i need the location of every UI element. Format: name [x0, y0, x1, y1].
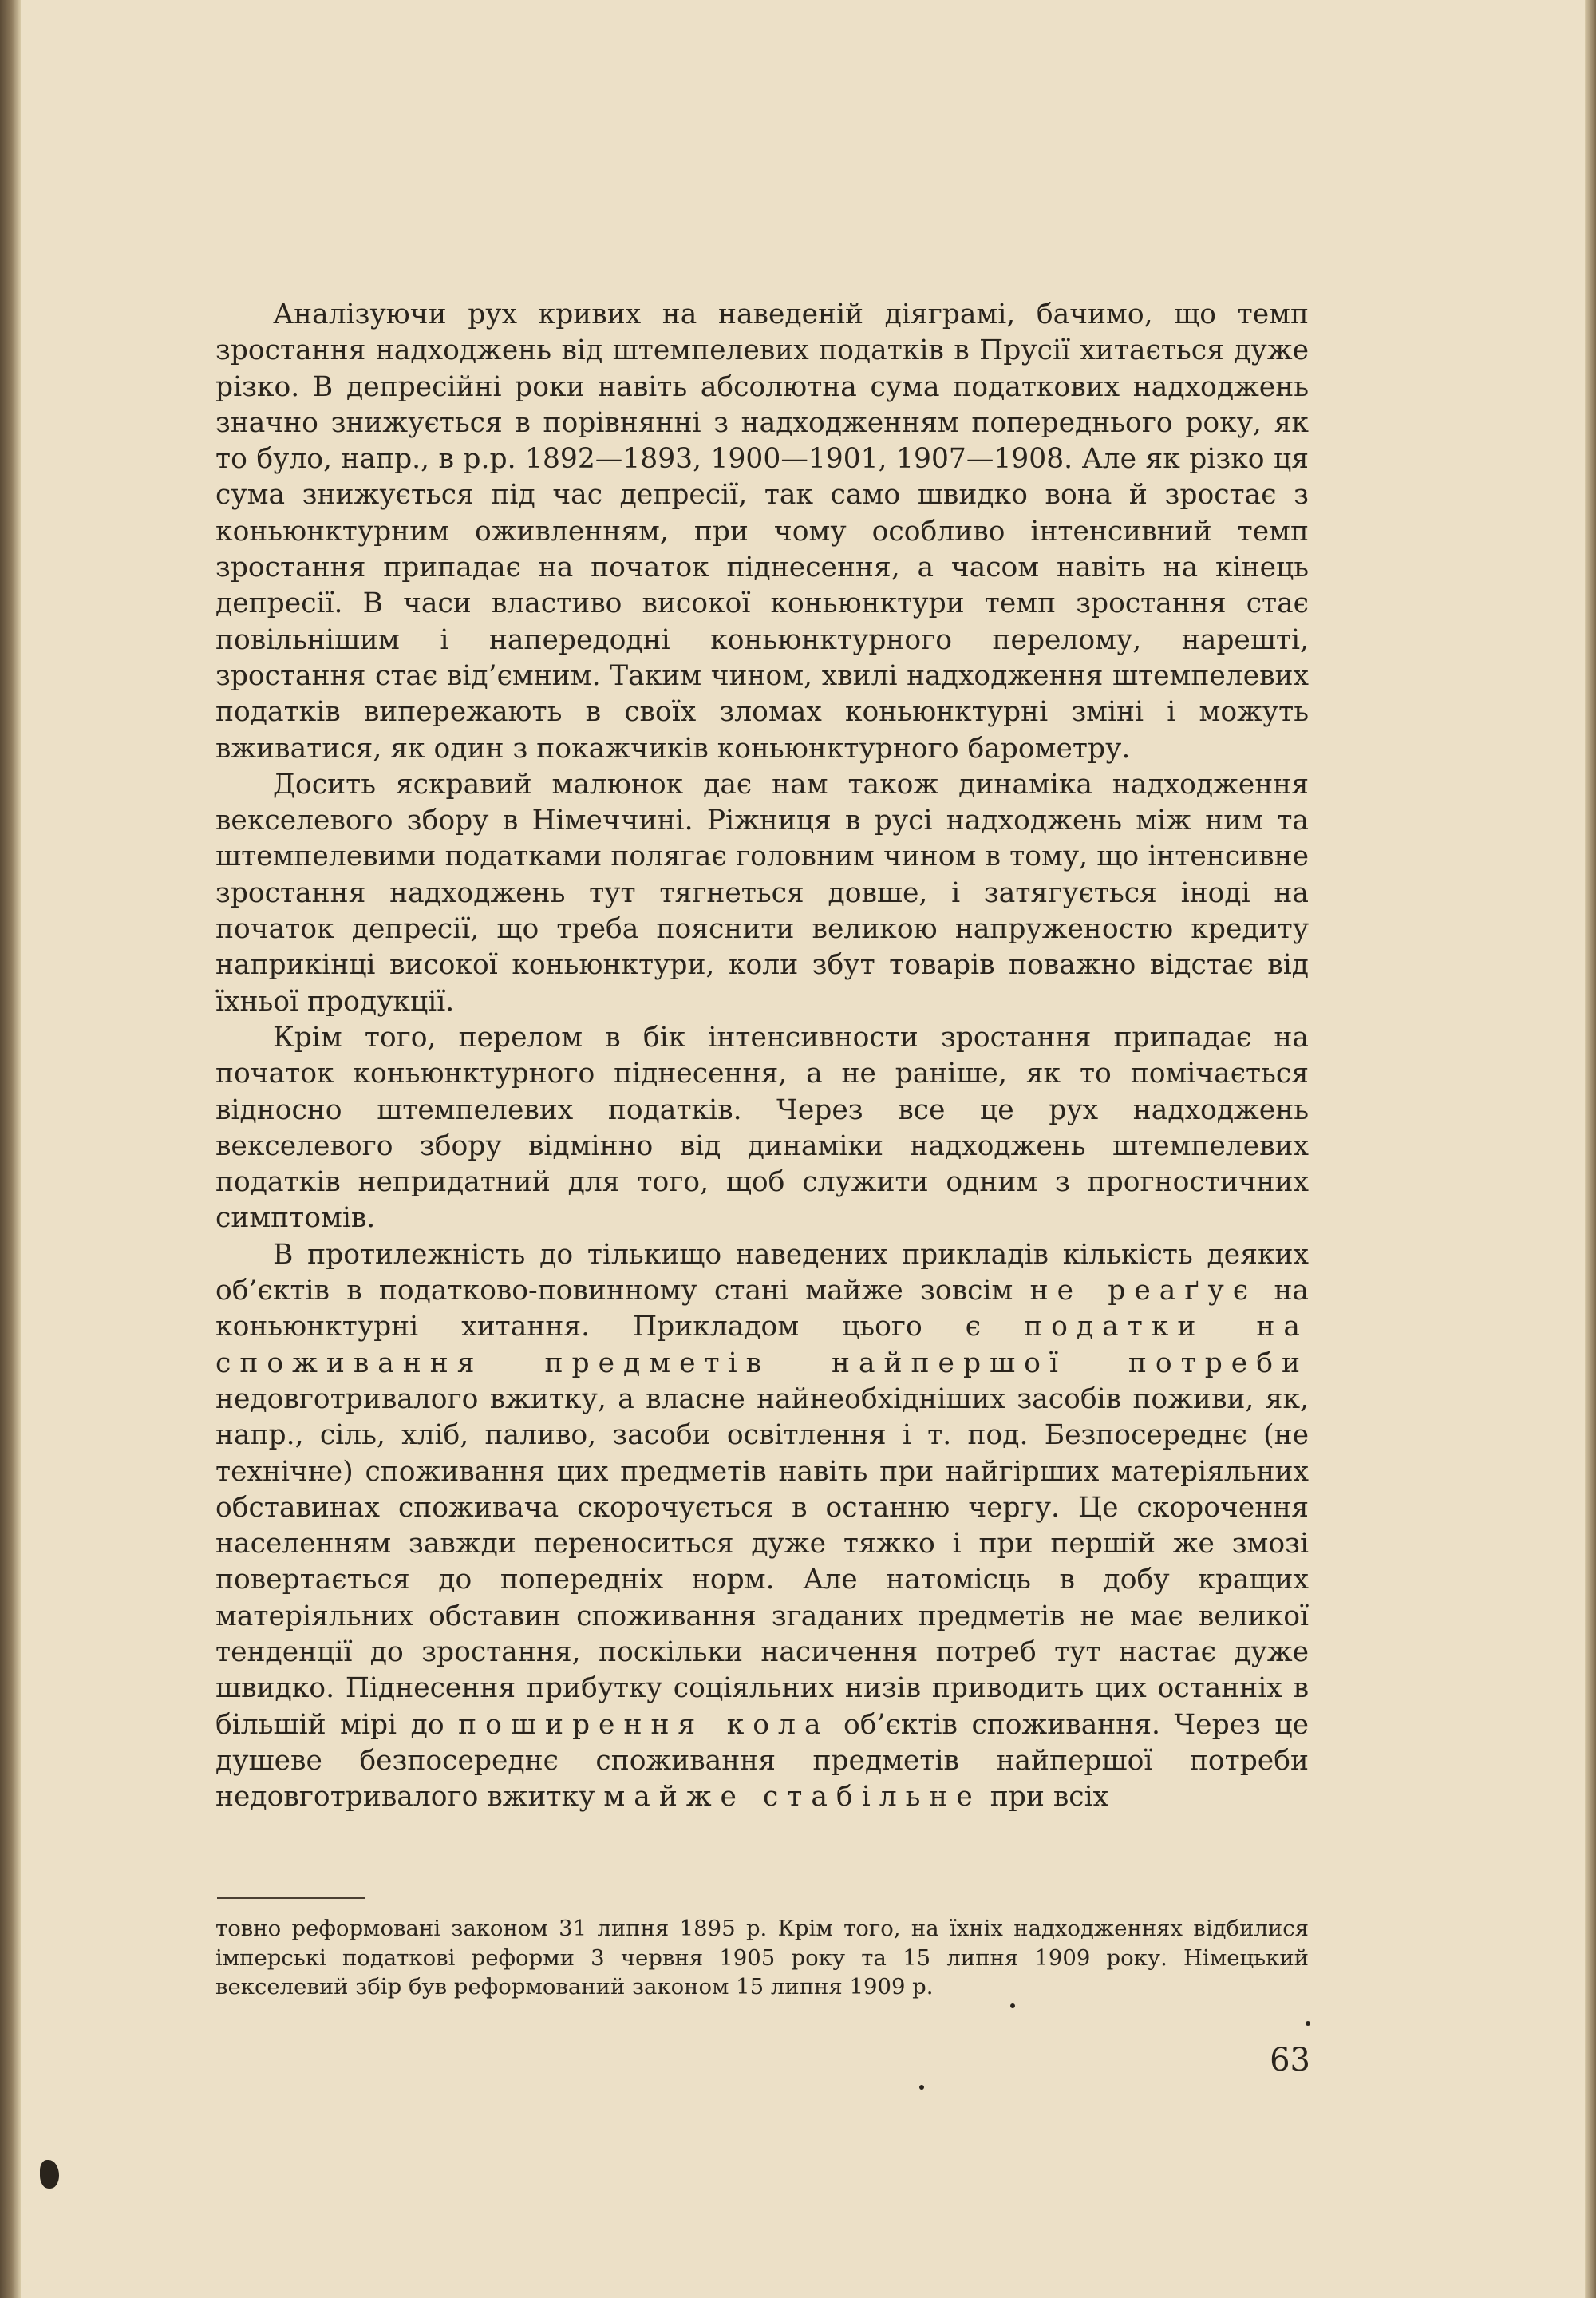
paragraph-4-text-2: на коньюнктурні хитання. Прикладом цього є — [215, 1275, 1310, 1343]
emphasis-poshyrennia: поширення кола — [458, 1708, 830, 1741]
footnote — [215, 1914, 1309, 2002]
emphasis-maizhe-stabilne: майже стабільне — [603, 1781, 982, 1813]
paragraph-4-text-3: недовготривалого вжитку, а власне найнеобхідніших засобів поживи, як, напр., сіль, хліб, паливо, засоби освітлення і т. под. Безпосереднє (не технічне) споживання цих предметів навіть при найгірших матеріяльних обставинах споживача скорочується в останню чергу. Це скорочення населенням завжди переноситься дуже тяжко і при першій же змозі повертається до попередніх норм. Але натомісць в добу кращих матеріяльних обставин споживання згаданих предметів не має великої тенденції до зростання, поскільки насичення потреб тут настає дуже швидко. Піднесення прибутку соціяльних низів приводить цих останніх в більшій мірі до — [215, 1382, 1309, 1741]
footnote-text: товно реформовані законом 31 липня 1895 р. Крім того, на їхніх надходженнях відбилися імперські податкові реформи 3 червня 1905 року та 15 липня 1909 року. Німецький векселевий збір був реформований законом 15 липня 1909 р. — [215, 1916, 1309, 1999]
emphasis-ne-reaguie: не реаґує — [1029, 1275, 1258, 1307]
ink-mark-icon — [40, 2160, 59, 2189]
paragraph-1: Аналізуючи рух кривих на наведеній діяграмі, бачимо, що темп зростання надходжень від штемпелевих податків в Прусії хитається дуже різко. В депресійні роки навіть абсолютна сума податкових надходжень значно знижується в порівнянні з надходженням попереднього року, як то було, напр., в р.р. 1892—1893, 1900—1901, 1907—1908. Але як різко ця сума знижується під час депресії, так само швидко вона й зростає з коньюнктурним оживленням, при чому особливо інтенсивний темп зростання припадає на початок піднесення, а часом навіть на кінець депресії. В часи властиво високої коньюнктури темп зростання стає повільнішим і напередодні коньюнктурного перелому, нарешті, зростання стає від’ємним. Таким чином, хвилі надходження штемпелевих податків випережають в своїх зломах коньюнктурні зміні і можуть вживатися, як один з покажчиків коньюнктурного барометру. — [215, 299, 1309, 765]
ink-speck — [1010, 2003, 1015, 2008]
footnote-divider — [217, 1897, 365, 1899]
emphasis-podatky: податки на споживання предметів найпершої потреби — [215, 1311, 1309, 1379]
paragraph-4-text-5: при всіх — [981, 1781, 1109, 1813]
page-number: 63 — [1270, 2042, 1310, 2078]
paragraph-3: Крім того, перелом в бік інтенсивности зростання припадає на початок коньюнктурного піднесення, а не раніше, як то помічається відносно штемпелевих податків. Через все це рух надходжень векселевого збору відмінно від динаміки надходжень штемпелевих податків непридатний для того, щоб служити одним з прогностичних симптомів. — [215, 1021, 1309, 1235]
main-text — [215, 297, 1309, 1815]
paragraph-4-text-4: об’єктів споживання. Через це душеве безпосереднє споживання предметів найпершої потреби недовготривалого вжитку — [215, 1708, 1310, 1813]
paragraph-4-text-1: В протилежність до тількищо наведених прикладів кількість деяких об’єктів в податково-повинному стані майже зовсім — [215, 1238, 1309, 1307]
paragraph-2: Досить яскравий малюнок дає нам також динаміка надходження векселевого збору в Німеччині. Ріжниця в русі надходжень між ним та штемпелевими податками полягає головним чином в тому, що інтенсивне зростання надходжень тут тягнеться довше, і затягується іноді на початок депресії, що треба пояснити великою напруженостю кредиту наприкінці високої коньюнктури, коли збут товарів поважно відстає від їхньої продукції. — [215, 768, 1309, 1018]
ink-speck — [1306, 2021, 1310, 2026]
ink-speck — [919, 2085, 924, 2090]
paragraph-4 — [215, 1237, 1309, 1816]
